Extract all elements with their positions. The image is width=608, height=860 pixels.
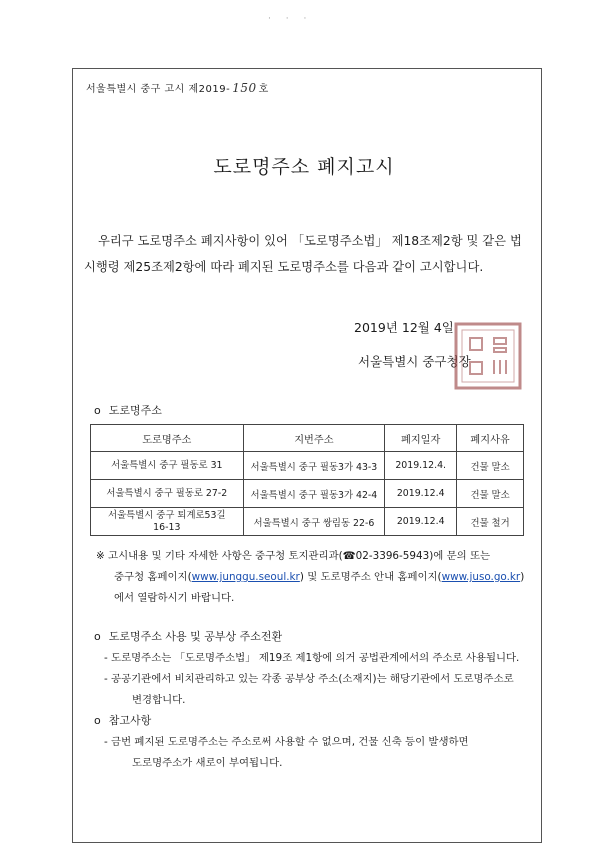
intro-line-1: 우리구 도로명주소 폐지사항이 있어 「도로명주소법」 제18조제2항 및 같은 법 <box>98 234 522 248</box>
document-title: 도로명주소 폐지고시 <box>213 156 395 178</box>
abolish-reason-cell: 건물 말소 <box>457 480 524 508</box>
header-jibun-address: 지번주소 <box>243 425 385 452</box>
table-row <box>91 452 524 480</box>
jibun-address-cell: 서울특별시 중구 필동3가 43-3 <box>243 452 385 480</box>
section-use-title <box>94 628 282 644</box>
junggu-homepage-link[interactable]: www.junggu.seoul.kr <box>191 571 300 583</box>
road-address-cell: 서울특별시 중구 필동로 27-2 <box>91 480 244 508</box>
header-abolish-reason: 폐지사유 <box>457 425 524 452</box>
jibun-address-cell: 서울특별시 중구 필동3가 42-4 <box>243 480 385 508</box>
road-address-cell: 서울특별시 중구 퇴계로53길 16-13 <box>91 508 244 536</box>
intro-line-2: 시행령 제25조제2항에 따라 폐지된 도로명주소를 다음과 같이 고시합니다. <box>84 260 484 274</box>
note-line-2: 중구청 홈페이지(www.junggu.seoul.kr) 및 도로명주소 안내 홈페이지(www.juso.go.kr) <box>114 571 525 583</box>
signature-issuer: 서울특별시 중구청장 <box>358 354 471 369</box>
table-row <box>91 508 524 536</box>
abolish-date-cell: 2019.12.4 <box>385 508 457 536</box>
section-road-title <box>94 402 162 418</box>
notice-suffix: 호 <box>258 84 269 95</box>
abolish-reason-cell: 건물 철거 <box>457 508 524 536</box>
note-marker: ※ <box>96 550 105 562</box>
road-address-cell: 서울특별시 중구 필동로 31 <box>91 452 244 480</box>
section-marker: o <box>94 630 101 643</box>
section-ref-items <box>104 732 534 774</box>
note-line-1: ※ 고시내용 및 기타 자세한 사항은 중구청 토지관리과(☎02-3396-5943)에 문의 또는 <box>96 550 491 562</box>
section-marker: o <box>94 404 101 417</box>
intro-paragraph <box>84 228 530 280</box>
abolish-reason-cell: 건물 말소 <box>457 452 524 480</box>
list-item: - 도로명주소는 「도로명주소법」 제19조 제1항에 의거 공법관계에서의 주소로 사용됩니다. <box>104 652 520 664</box>
signature-date: 2019년 12월 4일 <box>354 320 454 335</box>
juso-homepage-link[interactable]: www.juso.go.kr <box>441 571 521 583</box>
list-item: - 공공기관에서 비치관리하고 있는 각종 공부상 주소(소재지)는 해당기관에서 도로명주소로 변경합니다. <box>104 673 514 706</box>
section-use-label: 도로명주소 사용 및 공부상 주소전환 <box>108 630 283 643</box>
note-line-3: 에서 열람하시기 바랍니다. <box>114 592 235 604</box>
section-ref-title <box>94 712 151 728</box>
section-use-items <box>104 648 534 711</box>
abolish-date-cell: 2019.12.4 <box>385 480 457 508</box>
jibun-address-cell: 서울특별시 중구 쌍림동 22-6 <box>243 508 385 536</box>
section-road-label: 도로명주소 <box>108 404 162 417</box>
inquiry-note <box>96 546 536 609</box>
official-seal-icon <box>450 318 526 394</box>
header-road-address: 도로명주소 <box>91 425 244 452</box>
abolish-date-cell: 2019.12.4. <box>385 452 457 480</box>
section-ref-label: 참고사항 <box>108 714 152 727</box>
table-header-row <box>91 425 524 452</box>
notice-prefix: 서울특별시 중구 고시 제2019- <box>86 84 231 95</box>
section-marker: o <box>94 714 101 727</box>
table-row <box>91 480 524 508</box>
abolished-address-table <box>90 424 524 536</box>
notice-number <box>86 80 269 95</box>
scan-noise: · · · <box>268 14 313 24</box>
list-item: - 금번 폐지된 도로명주소는 주소로써 사용할 수 없으며, 건물 신축 등이 발생하면 도로명주소가 새로이 부여됩니다. <box>104 736 469 769</box>
handwritten-number: 150 <box>232 81 257 95</box>
header-abolish-date: 폐지일자 <box>385 425 457 452</box>
